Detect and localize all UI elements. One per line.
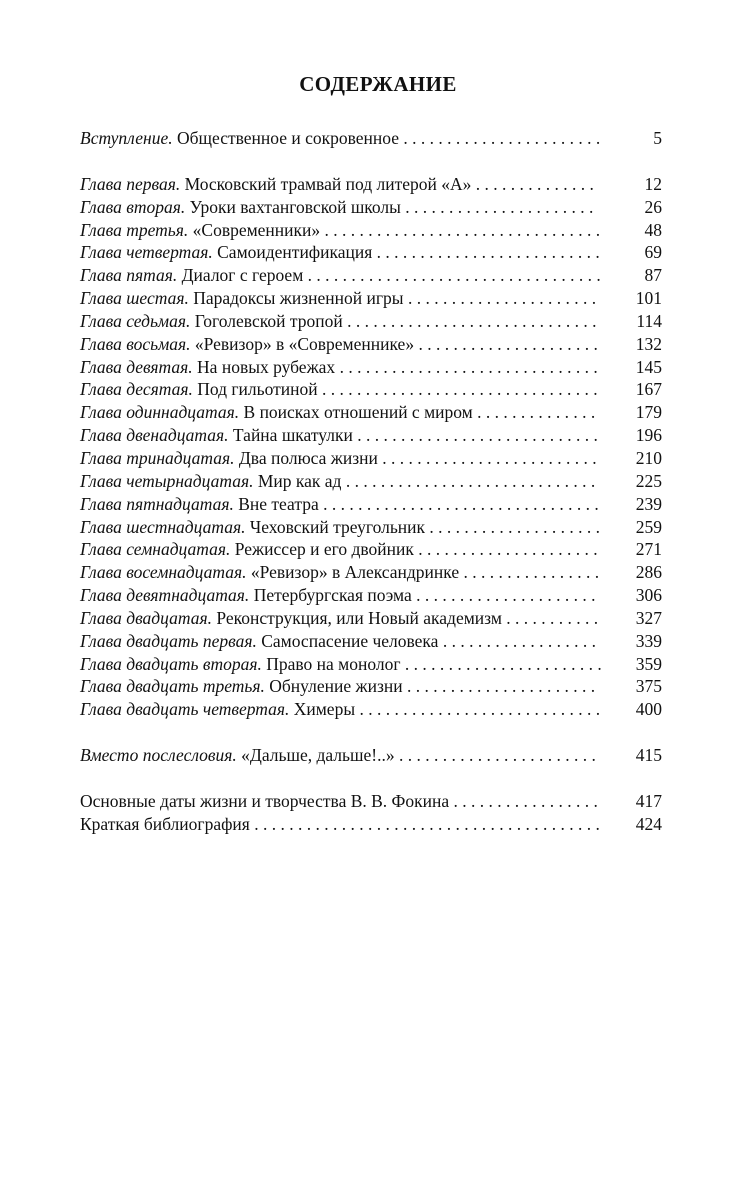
dot-leader: . . . . . . . . . . . . . . . . . . . . . . . . . . . . . [342,310,597,331]
toc-entry-page-number: 306 [635,585,662,606]
toc-entry-page-number: 327 [635,607,662,628]
toc-entry-chapter-number: Глава вторая. [80,196,186,217]
toc-entry[interactable] [80,607,662,630]
dot-leader: . . . . . . . . . . . . . . . . . . . . . . . [399,128,601,148]
toc-entry-label [80,356,335,379]
toc-entry-page-number: 375 [635,676,662,697]
toc-entry[interactable] [80,196,662,219]
toc-entry-title: Химеры [289,699,356,720]
toc-entry-title: Право на монолог [261,653,401,674]
toc-entry-chapter-number: Глава третья. [80,219,189,240]
toc-entry-page-number: 26 [644,196,662,217]
toc-entry[interactable] [80,127,662,150]
toc-entry-page-number: 415 [635,745,662,766]
dot-leader: . . . . . . . . . . . . . . . . . . . . . . . . . [377,447,597,468]
toc-entry-chapter-number: Глава двадцать третья. [80,676,265,697]
toc-entry-label [80,538,414,561]
toc-entry[interactable] [80,584,662,607]
toc-entry-chapter-number: Глава восемнадцатая. [80,562,247,583]
toc-entry-title: Гоголевской тропой [190,310,343,331]
toc-entry-title: Два полюса жизни [234,447,378,468]
toc-entry-page-number: 239 [635,493,662,514]
toc-entry-label [80,516,425,539]
toc-entry[interactable] [80,630,662,653]
toc-entry-label [80,219,320,242]
toc-entry-chapter-number: Глава одиннадцатая. [80,402,240,423]
toc-entry-title: В поисках отношений с миром [239,402,473,423]
toc-entry-label [80,401,473,424]
toc-entry[interactable] [80,424,662,447]
toc-entry-chapter-number: Глава десятая. [80,379,193,400]
dot-leader: . . . . . . . . . . . . . . [472,402,596,423]
page-title: СОДЕРЖАНИЕ [299,72,457,96]
toc-entry[interactable] [80,516,662,539]
toc-entry-chapter-number: Глава двадцать вторая. [80,653,262,674]
toc-entry-title: «Дальше, дальше!..» [236,745,395,766]
toc-entry-label [80,241,372,264]
toc-entry-page-number: 87 [644,265,662,286]
toc-entry-page-number: 259 [635,516,662,537]
toc-entry-title: Режиссер и его двойник [230,539,414,560]
toc-entry-page-number: 210 [635,447,662,468]
toc-entry-chapter-number: Глава двадцатая. [80,607,212,628]
toc-entry-chapter-number: Глава семнадцатая. [80,539,231,560]
toc-entry[interactable] [80,287,662,310]
dot-leader: . . . . . . . . . . . . . . . . . . . . . . . . . . . . . . . . [318,493,599,514]
toc-entry-page-number: 339 [635,630,662,651]
toc-entry-title: «Ревизор» в Александринке [246,562,460,583]
dot-leader: . . . . . . . . . . . . . . . . . . . . . . . [400,653,602,674]
toc-entry[interactable] [80,790,662,813]
toc-entry-chapter-number: Глава седьмая. [80,310,191,331]
dot-leader: . . . . . . . . . . . . . . . . . . . . . . . [394,745,596,766]
toc-entry-page-number: 12 [644,173,662,194]
toc-entry-title: Мир как ад [253,470,342,491]
toc-entry-title: Уроки вахтанговской школы [185,196,401,217]
toc-entry-chapter-number: Глава двадцать первая. [80,630,257,651]
toc-entry-title: Общественное и сокровенное [172,128,400,148]
dot-leader: . . . . . . . . . . . . . . . . [459,562,600,583]
toc-entry-chapter-number: Глава пятая. [80,265,178,286]
toc-entry-page-number: 114 [636,310,662,331]
toc-entry-chapter-number: Вступление. [80,128,173,148]
toc-entry-title: Московский трамвай под литерой «А» [180,173,472,194]
toc-entry[interactable] [80,493,662,516]
toc-entry[interactable] [80,561,662,584]
toc-entry-page-number: 400 [635,699,662,720]
dot-leader: . . . . . . . . . . . . . . . . . . . . . . . . . . [372,242,600,263]
toc-entry[interactable] [80,173,662,196]
toc-entry-page-number: 69 [644,242,662,263]
dot-leader: . . . . . . . . . . . . . . . . . . [438,630,596,651]
toc-entry-label [80,790,449,813]
toc-entry-page-number: 179 [635,402,662,423]
toc-entry-page-number: 48 [644,219,662,240]
toc-entry-label [80,378,318,401]
toc-entry-page-number: 424 [635,813,662,834]
toc-entry-page-number: 225 [635,470,662,491]
toc-entry-title: «Современники» [188,219,321,240]
toc-entry-chapter-number: Глава девятнадцатая. [80,585,250,606]
dot-leader: . . . . . . . . . . . . . . . . . . . . . . . . . . . . . [341,470,596,491]
toc-entry-label [80,196,401,219]
toc-entry-label [80,813,250,836]
toc-entry-title: Реконструкция, или Новый академизм [211,607,502,628]
toc-entry-label [80,698,355,721]
dot-leader: . . . . . . . . . . . . . . . . . . . . . . [400,196,594,217]
toc-entry[interactable] [80,401,662,424]
dot-leader: . . . . . . . . . . . . . . . . . . . . . . . . . . . . . . [335,356,598,377]
dot-leader: . . . . . . . . . . . . . . . . . . . . . . . . . . . . . . . . [317,379,598,400]
toc-entry-chapter-number: Глава восьмая. [80,333,191,354]
toc-entry-page-number: 286 [635,562,662,583]
toc-entry-label [80,264,303,287]
toc-entry-title: Основные даты жизни и творчества В. В. Фокина [80,790,450,811]
toc-entry[interactable] [80,447,662,470]
toc-entry[interactable] [80,333,662,356]
dot-leader: . . . . . . . . . . . . . . . . . . . . . . . . . . . . . . . . . . [303,265,601,286]
toc-entry-title: Тайна шкатулки [228,425,353,446]
toc-entry-label [80,584,412,607]
toc-entry-title: На новых рубежах [192,356,336,377]
toc-entry-title: «Ревизор» в «Современнике» [190,333,415,354]
toc-entry-title: Самоидентификация [212,242,373,263]
toc-entry-chapter-number: Глава девятая. [80,356,193,377]
toc-entry-label [80,447,378,470]
toc-entry-chapter-number: Глава четырнадцатая. [80,470,254,491]
toc-entry-label [80,607,502,630]
toc-entry-chapter-number: Глава шестнадцатая. [80,516,246,537]
toc-entry[interactable] [80,241,662,264]
toc-entry[interactable] [80,356,662,379]
toc-entry-chapter-number: Глава четвертая. [80,242,213,263]
toc-list [80,127,662,836]
dot-leader: . . . . . . . . . . . . . . [471,173,594,194]
toc-entry[interactable] [80,698,662,721]
toc-entry-chapter-number: Глава двадцать четвертая. [80,699,290,720]
toc-entry-chapter-number: Глава пятнадцатая. [80,493,234,514]
toc-entry-title: Диалог с героем [177,265,304,286]
toc-entry-label [80,310,343,333]
toc-entry-label [80,173,471,196]
toc-entry-label [80,744,395,767]
dot-leader: . . . . . . . . . . . . . . . . . . . . . [411,585,596,606]
dot-leader: . . . . . . . . . . . [501,607,599,628]
dot-leader: . . . . . . . . . . . . . . . . . [449,790,598,811]
dot-leader: . . . . . . . . . . . . . . . . . . . . . [414,333,598,354]
toc-entry-page-number: 5 [653,128,662,148]
dot-leader: . . . . . . . . . . . . . . . . . . . . . . [402,676,596,697]
dot-leader: . . . . . . . . . . . . . . . . . . . . . . . . . . . . . . . . . . . . . . . . [249,813,600,834]
toc-entry-page-number: 167 [635,379,662,400]
toc-entry-page-number: 101 [635,288,662,309]
toc-entry[interactable] [80,675,662,698]
toc-entry[interactable] [80,219,662,242]
toc-entry-title: Самоспасение человека [256,630,439,651]
toc-entry[interactable] [80,813,662,836]
toc-entry-label [80,675,403,698]
toc-entry-page-number: 132 [635,333,662,354]
toc-entry[interactable] [80,310,662,333]
toc-entry-label [80,424,353,447]
toc-entry-chapter-number: Глава шестая. [80,288,189,309]
toc-entry[interactable] [80,744,662,767]
toc-entry-page-number: 417 [635,790,662,811]
toc-entry-label [80,333,414,356]
dot-leader: . . . . . . . . . . . . . . . . . . . . . . . . . . . . [355,699,601,720]
toc-entry-page-number: 196 [635,425,662,446]
toc-entry[interactable] [80,378,662,401]
toc-entry-chapter-number: Глава двенадцатая. [80,425,229,446]
toc-entry[interactable] [80,470,662,493]
toc-entry-label [80,653,401,676]
toc-entry-page-number: 271 [635,539,662,560]
toc-entry-label [80,493,319,516]
toc-entry-chapter-number: Вместо послесловия. [80,745,237,766]
toc-entry-chapter-number: Глава первая. [80,173,181,194]
toc-entry-page-number: 359 [635,653,662,674]
toc-entry-title: Под гильотиной [192,379,318,400]
toc-entry-title: Петербургская поэма [249,585,412,606]
toc-entry-label [80,630,438,653]
toc-entry-title: Краткая библиография [80,813,250,834]
toc-entry-label [80,470,341,493]
toc-entry-label [80,561,459,584]
toc-entry[interactable] [80,264,662,287]
dot-leader: . . . . . . . . . . . . . . . . . . . . . . . . . . . . [352,425,598,446]
dot-leader: . . . . . . . . . . . . . . . . . . . . . . [403,288,597,309]
toc-entry-chapter-number: Глава тринадцатая. [80,447,235,468]
dot-leader: . . . . . . . . . . . . . . . . . . . . [425,516,601,537]
toc-entry[interactable] [80,653,662,676]
toc-entry-title: Обнуление жизни [264,676,403,697]
toc-entry-label [80,287,404,310]
dot-leader: . . . . . . . . . . . . . . . . . . . . . . . . . . . . . . . . [320,219,601,240]
toc-entry-page-number: 145 [635,356,662,377]
toc-entry-label [80,127,399,150]
toc-entry-title: Вне театра [233,493,319,514]
toc-entry-title: Чеховский треугольник [245,516,426,537]
toc-entry[interactable] [80,538,662,561]
dot-leader: . . . . . . . . . . . . . . . . . . . . . [413,539,598,560]
toc-entry-title: Парадоксы жизненной игры [188,288,404,309]
